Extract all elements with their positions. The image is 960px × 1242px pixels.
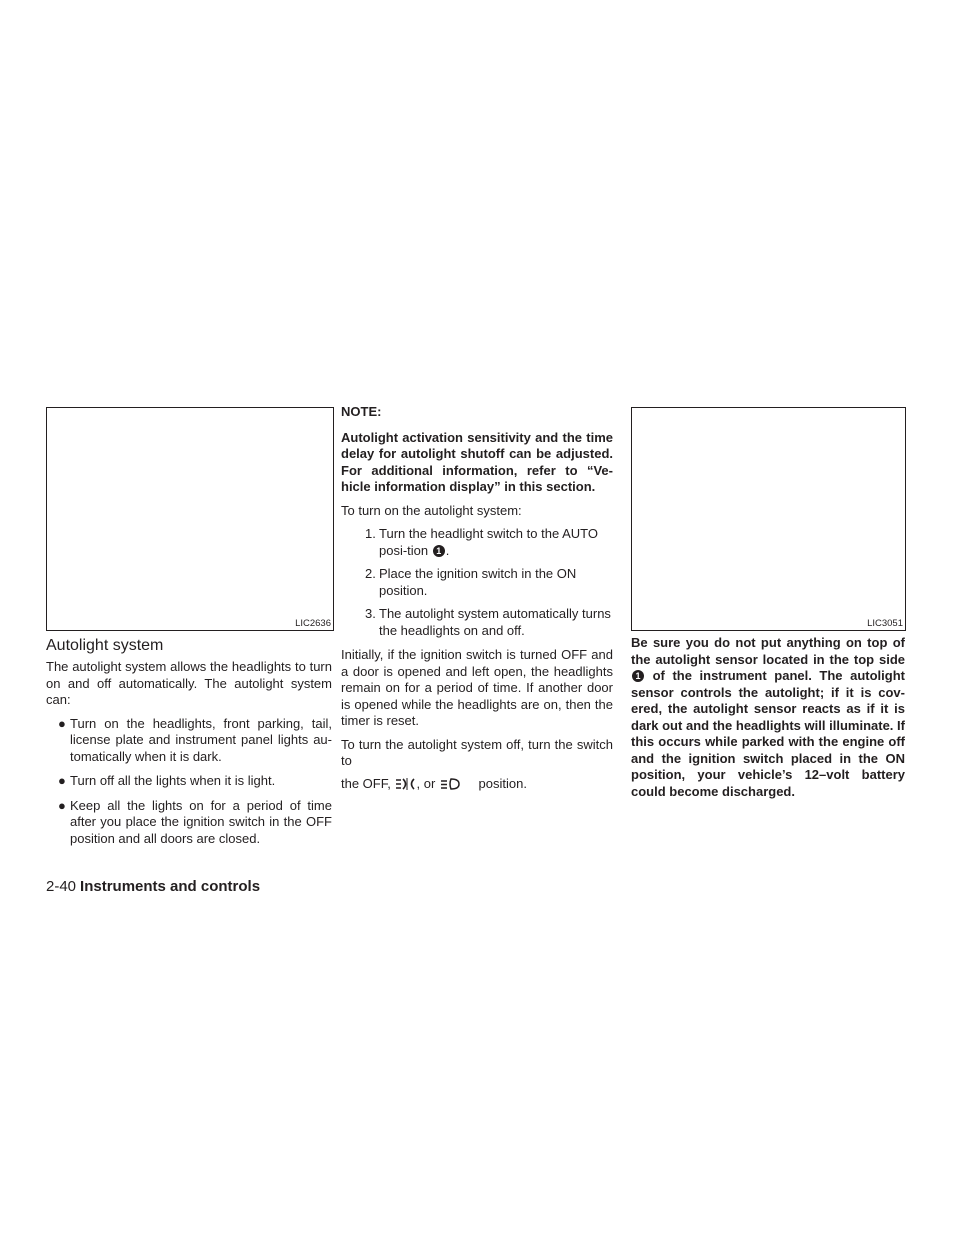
list-item: 3. The autolight system automatically turns the headlights on and off. — [365, 606, 611, 638]
bullet-icon: ● — [58, 773, 66, 788]
list-item: 1. Turn the headlight switch to the AUTO posi-tion 1 . — [365, 526, 598, 558]
steps-intro: To turn on the autolight system: — [341, 502, 522, 518]
note-heading: NOTE: — [341, 404, 382, 419]
bullet-icon: ● — [58, 715, 66, 731]
footer-section: Instruments and controls — [80, 878, 261, 895]
headlight-icon — [439, 777, 461, 791]
bullet-icon: ● — [58, 797, 66, 813]
section-title: Autolight system — [46, 637, 164, 654]
steps-list — [341, 526, 613, 639]
figure-autolight-switch — [46, 407, 334, 631]
list-item: 2. Place the ignition switch in the ON position. — [365, 566, 577, 598]
list-item: ● Keep all the lights on for a period of time after you place the ignition switch in the OFF position and all doors are closed. — [58, 797, 332, 846]
callout-1-icon: 1 — [433, 545, 445, 557]
off-paragraph-line2: the OFF, , or position. — [341, 775, 527, 791]
figure-code: LIC3051 — [867, 618, 903, 629]
initially-paragraph: Initially, if the ignition switch is turned OFF and a door is opened and left open, the headlights remain on for a period of time. If another door is opened while the headlights are on, then the timer is reset. — [341, 647, 613, 728]
page-number: 2-40 — [46, 878, 77, 895]
note-text: Autolight activation sensitivity and the time delay for autolight shutoff can be adjusted. For additional information, refer to “Ve-hicle information display” in this section. — [341, 429, 613, 494]
middle-column — [341, 404, 613, 799]
parking-light-icon — [394, 777, 416, 791]
figure-code: LIC2636 — [295, 618, 331, 629]
feature-list — [46, 716, 332, 848]
page-footer — [46, 878, 260, 895]
list-item: ● Turn on the headlights, front parking, tail, license plate and instrument panel lights au-tomatically when it is dark. — [58, 715, 332, 764]
list-item: ● Turn off all the lights when it is light. — [58, 773, 276, 788]
callout-1-icon: 1 — [632, 670, 644, 682]
warning-paragraph: Be sure you do not put anything on top of the autolight sensor located in the top side 1 of the instrument panel. The autolight sensor controls the autolight; if it is cov-ered, the autolight sensor reacts as if it is dark out and the headlights will illuminate. If this occurs while parked with the engine off and the ignition switch placed in the ON position, your vehicle’s 12–volt battery could become discharged. — [631, 635, 905, 799]
right-column — [631, 635, 905, 807]
intro-paragraph: The autolight system allows the headlights to turn on and off automatically. The autolight system can: — [46, 659, 332, 707]
off-paragraph: To turn the autolight system off, turn the switch to — [341, 736, 613, 768]
left-column — [46, 659, 332, 855]
figure-autolight-sensor — [631, 407, 906, 631]
